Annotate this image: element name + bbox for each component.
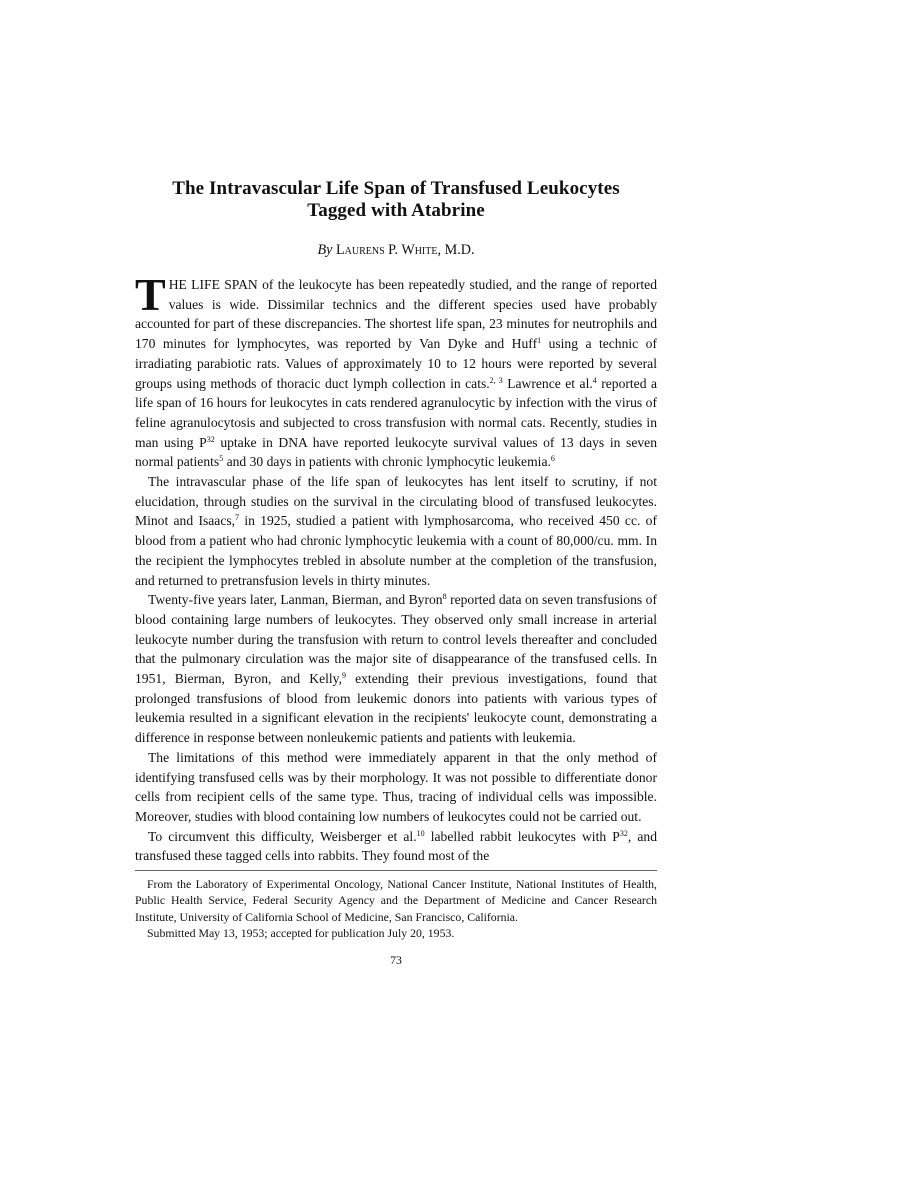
- body-paragraph: [135, 827, 657, 866]
- text-run: To circumvent this difficulty, Weisberger et al.: [148, 828, 417, 844]
- byline: [135, 242, 657, 259]
- body-paragraph: [135, 590, 657, 748]
- text-run: Lawrence et al.: [502, 375, 593, 391]
- text-run: uptake in DNA have reported leukocyte survival values of 13 days in seven normal patients: [135, 434, 658, 470]
- title-line-1: The Intravascular Life Span of Transfused Leukocytes: [172, 178, 620, 199]
- text-run: reported data on seven transfusions of blood containing large numbers of leukocytes. They observed only small increase in arterial leukocyte number during the transfusion with return to control levels thereafter and concluded that the pulmonary circulation was the major site of disappearance of the transfused cells. In 1951, Bierman, Byron, and Kelly,: [135, 592, 657, 687]
- footnotes: [135, 876, 657, 941]
- body-paragraph: [135, 748, 657, 827]
- citation-reference: 4: [592, 375, 597, 385]
- citation-reference: 2, 3: [489, 375, 503, 385]
- text-run: reported a life span of 16 hours for leukocytes in cats rendered agranulocytic by infection with the virus of feline agranulocytosis and subjected to cross transfusion with normal cats. Recently, studies in man using P: [135, 375, 658, 450]
- article-title: [135, 178, 657, 222]
- footnote-submission-dates: Submitted May 13, 1953; accepted for publication July 20, 1953.: [147, 925, 455, 940]
- text-run: in 1925, studied a patient with lymphosarcoma, who received 450 cc. of blood from a patient who had chronic lymphocytic leukemia with a count of 80,000/cu. mm. In the recipient the lymphocytes trebled in absolute number at the completion of the transfusion, and returned to pretransfusion levels in thirty minutes.: [135, 513, 658, 588]
- text-run: of the leukocyte has been repeatedly studied, and the range of reported values is wide. Dissimilar technics and the different species used have probably accounted for part of these discrepancies. The shortest life span, 23 minutes for neutrophils and 170 minutes for lymphocytes, was reported by Van Dyke and Huff: [135, 277, 657, 352]
- text-run: Twenty-five years later, Lanman, Bierman, and Byron: [148, 592, 443, 608]
- footnote-rule: [135, 870, 657, 871]
- citation-reference: 32: [206, 434, 215, 444]
- text-run: and 30 days in patients with chronic lymphocytic leukemia.: [223, 454, 551, 470]
- footnote-affiliation: From the Laboratory of Experimental Oncology, National Cancer Institute, National Institutes of Health, Public Health Service, Federal Security Agency and the Department of Medicine and Cancer Research Institute, University of California School of Medicine, San Francisco, California.: [135, 877, 657, 924]
- title-line-2: Tagged with Atabrine: [307, 200, 485, 221]
- body-paragraph: [135, 269, 658, 472]
- citation-reference: 10: [416, 828, 425, 838]
- article-body: [135, 269, 658, 866]
- citation-reference: 1: [537, 336, 542, 346]
- citation-reference: 32: [619, 828, 628, 838]
- byline-prefix: By: [317, 242, 333, 258]
- citation-reference: 5: [219, 454, 224, 464]
- citation-reference: 6: [550, 454, 555, 464]
- citation-reference: 9: [341, 671, 346, 681]
- text-run: using a technic of irradiating parabiotic rats. Values of approximately 10 to 12 hours were reported by several groups using methods of thoracic duct lymph collection in cats.: [135, 336, 657, 391]
- article-page: [135, 178, 657, 968]
- page-number: 73: [390, 953, 402, 968]
- text-run: labelled rabbit leukocytes with P: [424, 828, 620, 844]
- citation-reference: 7: [235, 513, 240, 523]
- drop-cap: T: [135, 269, 166, 320]
- lead-in-text: HE LIFE SPAN: [168, 277, 258, 292]
- text-run: extending their previous investigations, found that prolonged transfusions of blood from leukemic donors into patients with various types of leukemia resulted in a significant elevation in the recipients' leukocyte count, demonstrating a difference in response between nonleukemic patients and patients with leukemia.: [135, 671, 658, 746]
- text-run: , and transfused these tagged cells into rabbits. They found most of the: [135, 828, 657, 864]
- author-name: Laurens P. White, M.D.: [335, 242, 475, 258]
- citation-reference: 8: [442, 592, 447, 602]
- text-run: The limitations of this method were immediately apparent in that the only method of identifying transfused cells was by their morphology. It was not possible to differentiate donor cells from recipient cells of the same type. Thus, tracing of individual cells was impossible. Moreover, studies with blood containing low numbers of leukocytes could not be carried out.: [135, 749, 657, 824]
- body-paragraph: [135, 472, 657, 590]
- text-run: The intravascular phase of the life span of leukocytes has lent itself to scrutiny, if not elucidation, through studies on the survival in the circulating blood of transfused leukocytes. Minot and Isaacs,: [135, 474, 657, 529]
